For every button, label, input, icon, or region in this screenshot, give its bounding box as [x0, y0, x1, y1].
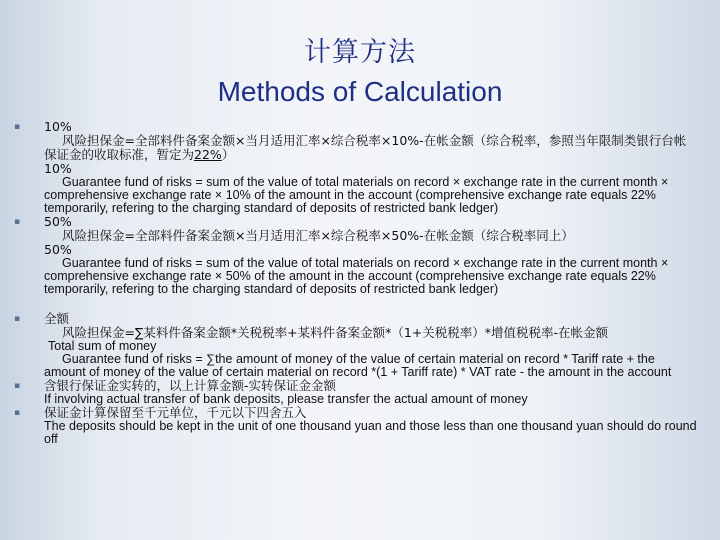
bullet-english: If involving actual transfer of bank deposits, please transfer the actual amount of money — [44, 392, 528, 406]
bullet-rounding — [14, 406, 698, 446]
bullet-heading: 全额 — [44, 311, 70, 326]
bullet-marker-icon: ▪ — [14, 408, 21, 418]
formula-chinese-text: 风险担保金=全部料件备案金额×当月适用汇率×综合税率×10%-在帐金额（综合税率，参照当年限制类 — [62, 133, 637, 148]
title-chinese: 计算方法 — [304, 37, 416, 68]
bullet-10-percent — [14, 120, 698, 215]
formula-chinese-underlined-rate: 22% — [194, 147, 222, 162]
formula-english: Guarantee fund of risks = sum of the value of total materials on record × exchange rate in the current month × comprehensive exchange rate × 50% of the amount in the account (comprehensive exchange rate equals 22% temporarily, refering to the charging standard of deposits of restricted bank ledger) — [44, 256, 669, 296]
formula-chinese: 风险担保金=∑某料件备案金额*关税税率+某料件备案金额*（1+关税税率）*增值税税率-在帐金额 — [62, 325, 609, 340]
formula-chinese-text-continued: 银行台帐保证金的收取标准，暂定为 — [44, 133, 687, 162]
formula-english: Guarantee fund of risks = ∑the amount of money of the value of certain material on record * Tariff rate + the amount of money of the value of certain material on record *(1 + Tariff rate) * VAT rate - the amount in the account — [44, 352, 672, 379]
bullet-marker-icon: ▪ — [14, 122, 21, 132]
content-body — [14, 120, 698, 446]
formula-chinese — [44, 134, 698, 162]
formula-chinese: 风险担保金=全部料件备案金额×当月适用汇率×综合税率×50%-在帐金额（综合税率同上） — [62, 228, 574, 243]
formula-english: Guarantee fund of risks = sum of the value of total materials on record × exchange rate in the current month × comprehensive exchange rate × 10% of the amount in the account (comprehensive exchange rate equals 22% temporarily, refering to the charging standard of deposits of restricted bank ledger) — [44, 175, 669, 215]
bullet-chinese: 含银行保证金实转的，以上计算金额-实转保证金金额 — [44, 378, 337, 393]
bullet-50-percent — [14, 215, 698, 296]
bullet-heading-english: Total sum of money — [48, 339, 157, 353]
bullet-heading: 10% — [44, 119, 72, 134]
bullet-heading: 50% — [44, 214, 72, 229]
spacer — [14, 296, 698, 312]
bullet-heading-english: 50% — [44, 242, 72, 257]
bullet-chinese: 保证金计算保留至千元单位，千元以下四舍五入 — [44, 405, 307, 420]
bullet-marker-icon: ▪ — [14, 217, 21, 227]
bullet-marker-icon: ▪ — [14, 381, 21, 391]
formula-chinese-close: ） — [221, 147, 235, 162]
title-block — [0, 36, 720, 110]
bullet-english: The deposits should be kept in the unit of one thousand yuan and those less than one thousand yuan should do round off — [44, 419, 697, 446]
bullet-bank-deposit — [14, 379, 698, 406]
bullet-total-sum — [14, 312, 698, 379]
bullet-marker-icon: ▪ — [14, 314, 21, 324]
bullet-heading-english: 10% — [44, 161, 72, 176]
title-english: Methods of Calculation — [217, 76, 503, 107]
